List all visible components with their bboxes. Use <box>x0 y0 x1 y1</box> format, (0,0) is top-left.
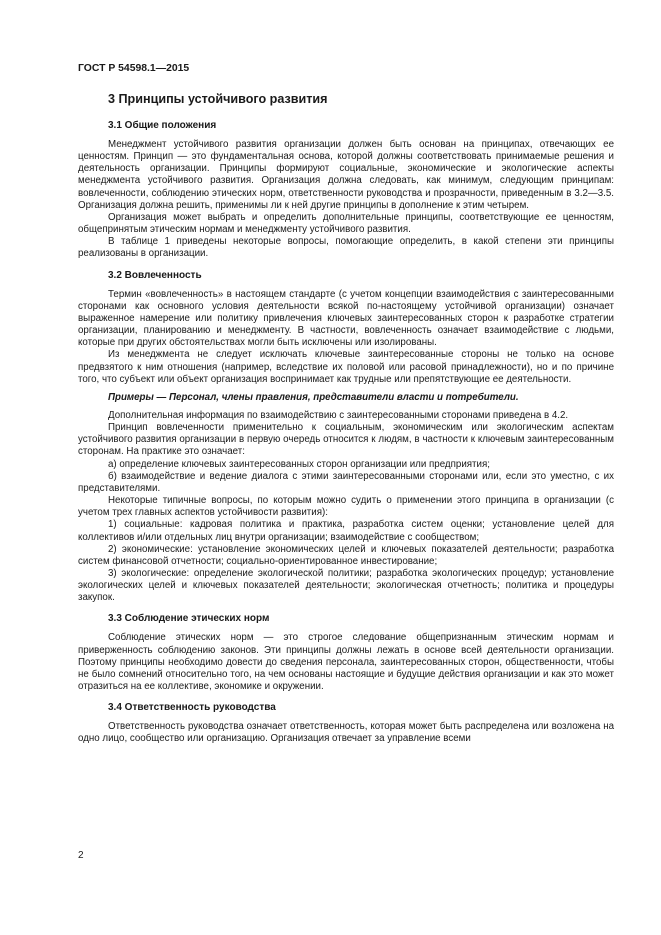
section-3-4-title: 3.4 Ответственность руководства <box>108 702 276 714</box>
paragraph: В таблице 1 приведены некоторые вопросы, помогающие определить, в какой степени эти принципы реализованы в организации. <box>78 236 614 260</box>
page-content <box>78 91 614 746</box>
paragraph: Принцип вовлеченности применительно к социальным, экономическим или экологическим аспектам устойчивого развития организации в первую очередь относится к людям, в частности к ключевым заинтересованным сторонам. На практике это означает: <box>78 422 614 458</box>
section-3-1-title: 3.1 Общие положения <box>108 120 217 131</box>
list-item: 3) экологические: определение экологической политики; разработка экологических процедур; установление экологических целей и ключевых показателей деятельности; экологическая отчетность; политика и процедуры закупок. <box>78 568 614 604</box>
paragraph: Соблюдение этических норм — это строгое следование общепризнанным этическим нормам и приверженность соблюдению законов. Эти принципы должны лежать в основе всей деятельности организации. Поэтому принципы необходимо довести до сведения персонала, заинтересованных сторон, общественности, чтобы не было сомнений относительно того, на чем основаны настоящие и будущие действия организации и как это может отразиться на ее коллективе, экономике и окружении. <box>78 632 614 693</box>
section-3-2-title: 3.2 Вовлеченность <box>108 269 202 281</box>
page-number: 2 <box>78 850 84 861</box>
list-item: 1) социальные: кадровая политика и практика, разработка систем оценки; установление целей для коллективов и/или отдельных лиц внутри организации; взаимодействие с сообществом; <box>78 519 614 543</box>
list-item: а) определение ключевых заинтересованных сторон организации или предприятия; <box>108 458 490 470</box>
standard-header: ГОСТ Р 54598.1—2015 <box>78 63 190 74</box>
paragraph: Некоторые типичные вопросы, по которым можно судить о применении этого принципа в организации (с учетом трех главных аспектов устойчивости развития): <box>78 495 614 519</box>
paragraph: Термин «вовлеченность» в настоящем стандарте (с учетом концепции взаимодействия с заинтересованными сторонами как основного условия деятельности всякой по-настоящему устойчивой организации) означает выраженное намерение или политику привлечения ключевых заинтересованных сторон к разработке стратегии организации, планированию и менеджменту. В частности, вовлеченность означает взаимодействие с людьми, которые при других обстоятельствах могли быть исключены или изолированы. <box>78 288 614 349</box>
paragraph: Дополнительная информация по взаимодействию с заинтересованными сторонами приведена в 4.2. <box>108 409 569 421</box>
list-item: 2) экономические: установление экономических целей и ключевых показателей деятельности; разработка систем финансовой отчетности; социально-ориентированное инвестирование; <box>78 543 614 567</box>
paragraph: Менеджмент устойчивого развития организации должен быть основан на принципах, отвечающих ее ценностям. Принцип — это фундаментальная основа, которой должны соответствовать принимаемые решения и деятельность организации. Принципы формируют социальные, экономические и экологические аспекты менеджмента устойчивого развития. Организация должна следовать, как минимум, следующим принципам: вовлеченности, соблюдению этических норм, ответственности руководства и прозрачности, приведенным в 3.2—3.5. Организация должна решить, применимы ли к ней другие принципы в дополнение к этим четырем. <box>78 139 614 211</box>
example-note: Примеры — Персонал, члены правления, представители власти и потребители. <box>108 391 519 403</box>
paragraph: Ответственность руководства означает ответственность, которая может быть распределена или возложена на одно лицо, сообщество или организацию. Организация отвечает за управление всеми <box>78 721 614 745</box>
list-item: б) взаимодействие и ведение диалога с этими заинтересованными сторонами или, если это уместно, с их представителями. <box>78 470 614 494</box>
paragraph: Из менеджмента не следует исключать ключевые заинтересованные стороны не только на основе предвзятого к ним отношения (например, вследствие их половой или расовой принадлежности), но и по причине того, что субъект или объект организация воспринимает как трудные или препятствующие ее деятельности. <box>78 349 614 385</box>
paragraph: Организация может выбрать и определить дополнительные принципы, соответствующие ее ценностям, общепринятым этическим нормам и менеджменту устойчивого развития. <box>78 211 614 236</box>
section-3-title: 3 Принципы устойчивого развития <box>108 92 328 106</box>
section-3-3-title: 3.3 Соблюдение этических норм <box>108 613 270 625</box>
